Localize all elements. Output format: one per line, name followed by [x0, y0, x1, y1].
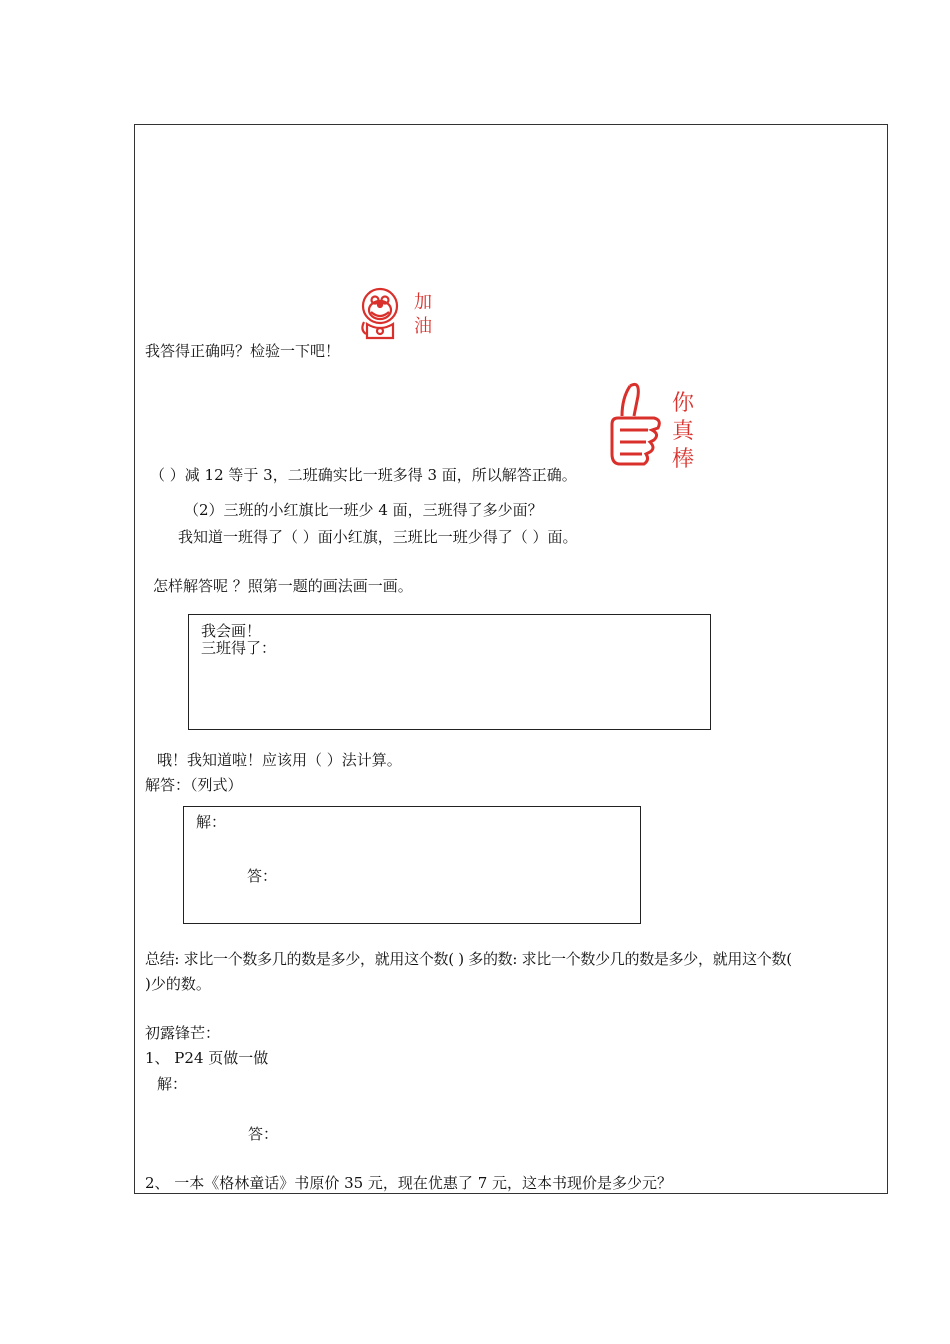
nizhenbang-stamp-text-2: 真 [672, 419, 695, 444]
practice-heading: 初露锋芒： [145, 1024, 221, 1042]
practice-item-1: 1、 P24 页做一做 [145, 1049, 269, 1067]
check-line: （ ）减 12 等于 3，二班确实比一班多得 3 面，所以解答正确。 [150, 466, 577, 484]
practice-item-1-jie: 解： [157, 1075, 188, 1093]
jiayou-stamp [358, 282, 438, 344]
jiayou-stamp-text-1: 加 [414, 292, 432, 313]
summary-line-1: 总结: 求比一个数多几的数是多少，就用这个数( ) 多的数: 求比一个数少几的数是多少，就用这个数( [145, 950, 792, 968]
doraemon-icon [362, 289, 397, 338]
solve-box[interactable] [183, 806, 641, 924]
nizhenbang-stamp-text-3: 棒 [672, 447, 695, 472]
insight-line: 哦！我知道啦！应该用（ ）法计算。 [157, 751, 402, 769]
draw-box[interactable] [188, 614, 711, 730]
q2-question: （2）三班的小红旗比一班少 4 面，三班得了多少面？ [184, 501, 543, 519]
summary-line-2: )少的数。 [145, 975, 211, 993]
q2-know-line: 我知道一班得了（ ）面小红旗，三班比一班少得了（ ）面。 [178, 528, 578, 546]
draw-box-line-1: 我会画！ [201, 622, 262, 640]
thumbs-up-icon [612, 384, 659, 464]
nizhenbang-stamp-text-1: 你 [672, 391, 695, 416]
jiayou-stamp-text-2: 油 [414, 316, 432, 337]
nizhenbang-stamp [608, 378, 708, 474]
practice-item-1-da: 答： [248, 1125, 279, 1143]
draw-box-line-2: 三班得了： [201, 639, 277, 657]
q2-how-line: 怎样解答呢 ？照第一题的画法画一画。 [153, 577, 413, 595]
practice-item-2: 2、 一本《格林童话》书原价 35 元，现在优惠了 7 元，这本书现价是多少元？ [145, 1174, 673, 1192]
solve-box-da: 答： [247, 867, 278, 885]
solve-label: 解答：（列式） [145, 776, 243, 794]
check-prompt: 我答得正确吗？检验一下吧！ [145, 342, 341, 360]
solve-box-jie: 解： [196, 813, 227, 831]
